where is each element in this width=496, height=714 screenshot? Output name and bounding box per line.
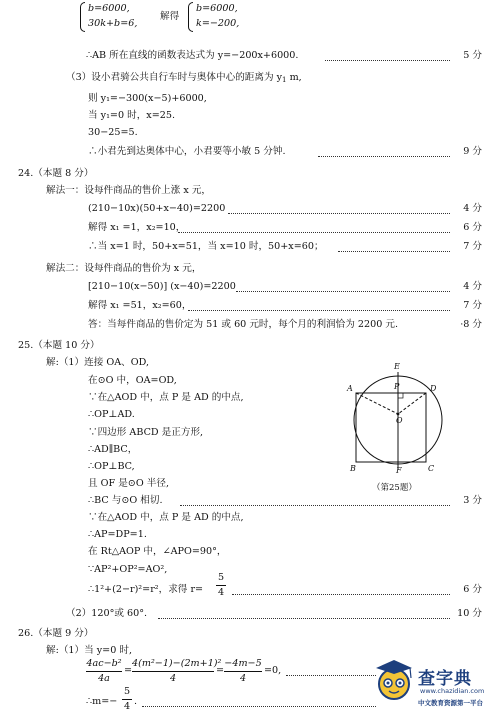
- q23-line1: 则 y₁=−300(x−5)+6000,: [88, 93, 207, 104]
- q24-answer: 答：当每件商品的售价定为 51 或 60 元时，每个月的利润恰为 2200 元.: [88, 319, 399, 330]
- score-3: 3 分: [463, 495, 482, 506]
- q24-when1: ∴当 x=1 时，50+x=51，当 x=10 时，50+x=60；: [88, 241, 324, 252]
- label-E: E: [394, 362, 400, 371]
- system-brace-right: [188, 2, 193, 32]
- system-eq-1b: 30k+b=6,: [88, 18, 138, 29]
- watermark-brand: 查字典: [418, 669, 472, 689]
- q23-line3: 30−25=5.: [88, 127, 138, 138]
- q24-sol1: 解得 x₁ =1，x₂=10，: [88, 222, 186, 233]
- fraction-expanded: 4(m²−1)−(2m+1)² 4: [132, 658, 222, 684]
- label-B: B: [350, 464, 356, 473]
- q24-eq1: (210−10x)(50+x−40)=2200: [88, 203, 226, 214]
- figure-caption: （第25题）: [372, 483, 417, 493]
- q25-l11: ∴AP=DP=1.: [88, 529, 147, 540]
- score-6b: 6 分: [463, 584, 482, 595]
- label-P: P: [394, 382, 400, 391]
- q25-l8: 且 OF 是⊙O 半径,: [88, 478, 169, 489]
- score-6: 6 分: [463, 222, 482, 233]
- q25-l6: ∴AD∥BC，: [88, 444, 138, 455]
- q24-sol2: 解得 x₁ =51，x₂=60，: [88, 300, 192, 311]
- score-5: 5 分: [463, 50, 482, 61]
- label-O: O: [396, 416, 403, 425]
- solve-word: 解得: [160, 11, 180, 22]
- score-7b: 7 分: [463, 300, 482, 311]
- equals-zero: =0,: [264, 665, 282, 676]
- watermark-url: www.chazidian.com: [420, 687, 485, 695]
- label-A: A: [347, 384, 353, 393]
- q25-l12: 在 Rt△AOP 中，∠APO=90°，: [88, 546, 227, 557]
- q25-l2: 在⊙O 中，OA=OD,: [88, 375, 177, 386]
- q25-l5: ∵四边形 ABCD 是正方形,: [88, 427, 204, 438]
- q24-method1: 解法一：设每件商品的售价上涨 x 元，: [46, 185, 212, 196]
- label-D: D: [430, 384, 437, 393]
- fraction-r: 5 4: [217, 572, 225, 598]
- score-10: 10 分: [457, 608, 482, 619]
- equals-1: =: [124, 665, 133, 676]
- equals-2: =: [216, 665, 225, 676]
- score-9: 9 分: [463, 146, 482, 157]
- q26-heading: 26.（本题 9 分）: [18, 628, 94, 639]
- mascot-logo-icon: [372, 656, 416, 706]
- q23-part3: （3）设小君骑公共自行车时与奥体中心的距离为 $y_1$ m,: [66, 72, 302, 84]
- q25-l14: ∴1²+(2−r)²=r²，求得 r=: [88, 584, 204, 595]
- system-eq-1a: b=6000,: [88, 3, 130, 14]
- m-period: .: [134, 696, 138, 707]
- score-7a: 7 分: [463, 241, 482, 252]
- fraction-discriminant: 4ac−b² 4a: [86, 658, 122, 684]
- q25-l13: ∵AP²+OP²=AO²,: [88, 564, 168, 575]
- q25-heading: 25.（本题 10 分）: [18, 340, 100, 351]
- q25-l9: ∴BC 与⊙O 相切.: [88, 495, 163, 506]
- q24-eq2: [210−10(x−50)] (x−40)=2200: [88, 281, 236, 292]
- watermark-slogan: 中文教育资源第一平台: [418, 699, 483, 707]
- q25-l3: ∵在△AOD 中，点 P 是 AD 的中点,: [88, 392, 244, 403]
- q25-part2: （2）120°或 60°.: [66, 608, 148, 619]
- system-eq-2b: k=−200,: [196, 18, 240, 29]
- m-result: ∴m=−: [86, 696, 118, 707]
- q24-heading: 24.（本题 8 分）: [18, 168, 94, 179]
- fraction-simplified: −4m−5 4: [224, 658, 262, 684]
- label-C: C: [428, 464, 435, 473]
- score-4a: 4 分: [463, 203, 482, 214]
- q26-l1: 解:（1）当 y=0 时,: [46, 645, 133, 656]
- system-eq-2a: b=6000,: [196, 3, 238, 14]
- fraction-m: 5 4: [123, 686, 131, 712]
- q23-line4: ∴小君先到达奥体中心，小君要等小敏 5 分钟.: [88, 146, 286, 157]
- q23-conclusion: ∴AB 所在直线的函数表达式为 y=−200x+6000.: [86, 50, 299, 61]
- q25-l1: 解:（1）连接 OA、OD,: [46, 357, 150, 368]
- q25-l10: ∵在△AOD 中，点 P 是 AD 的中点,: [88, 512, 244, 523]
- q24-method2: 解法二：设每件商品的售价为 x 元，: [46, 263, 202, 274]
- score-4b: 4 分: [463, 281, 482, 292]
- q23-line2: 当 y₁=0 时，x=25.: [88, 110, 175, 121]
- q25-l4: ∴OP⊥AD.: [88, 409, 135, 420]
- score-8: ·8 分: [460, 319, 482, 330]
- q25-l7: ∴OP⊥BC,: [88, 461, 135, 472]
- label-F: F: [396, 466, 402, 475]
- system-brace-left: [80, 2, 85, 32]
